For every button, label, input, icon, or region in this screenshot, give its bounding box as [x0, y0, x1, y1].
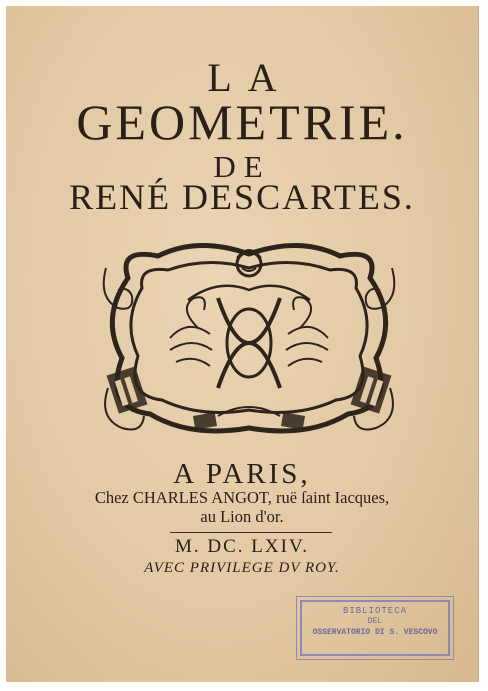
title-line-geometrie: GEOMETRIE.: [76, 94, 408, 150]
stamp-line-3: OSSERVATORIO DI S. VESCOVO: [312, 628, 438, 637]
divider-rule: [170, 532, 332, 533]
imprint-sign: au Lion d'or.: [200, 507, 284, 526]
author-name: RENÉ DESCARTES.: [69, 177, 415, 217]
imprint-publisher: Chez CHARLES ANGOT, ruë ſaint Iacques,: [94, 488, 390, 507]
library-stamp: [300, 600, 450, 656]
stamp-line-2: DEL: [367, 617, 383, 626]
imprint-date: M. DC. LXIV.: [175, 536, 309, 557]
title-line-de: DE: [213, 149, 271, 184]
title-page: [6, 6, 479, 682]
imprint-place: A PARIS,: [173, 458, 311, 490]
stamp-line-1: BIBLIOTECA: [342, 606, 407, 616]
title-line-la: LA: [207, 55, 293, 100]
privilege-line: AVEC PRIVILEGE DV ROY.: [144, 560, 340, 576]
printers-device-icon: [98, 238, 400, 446]
